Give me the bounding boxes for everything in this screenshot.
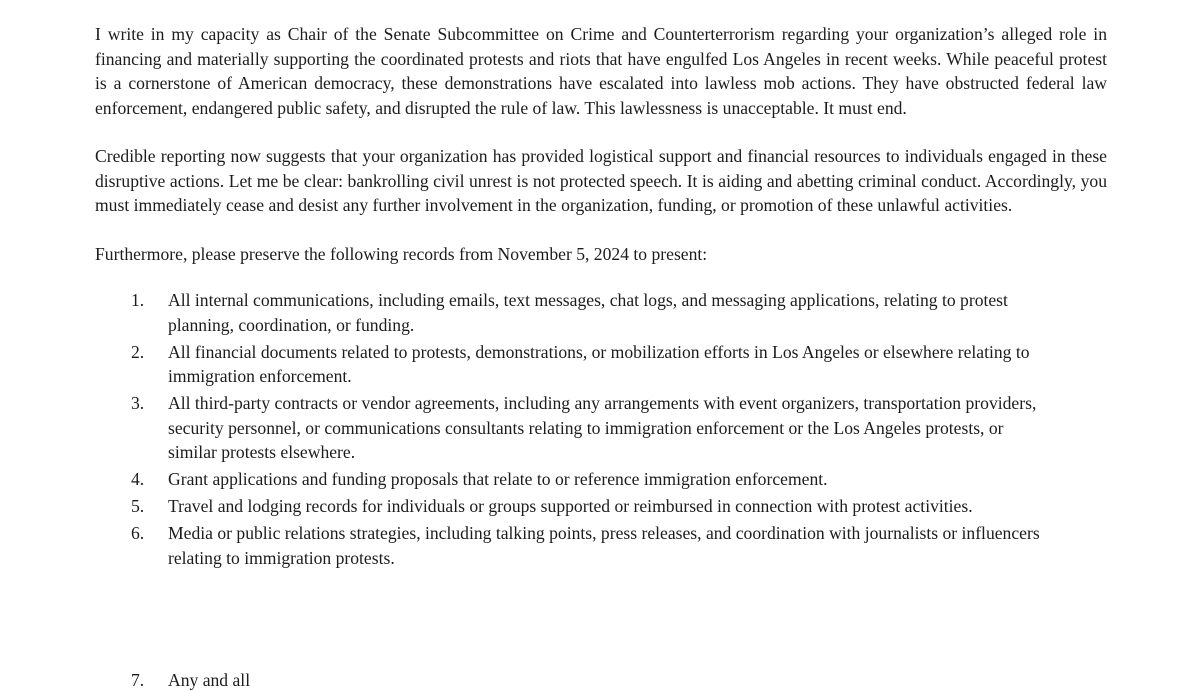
paragraph-capacity: I write in my capacity as Chair of the Senate Subcommittee on Crime and Counterterrorism regarding your organization’s alleged role in financing and materially supporting the coordinated protests and riots that have engulfed Los Angeles in recent weeks. While peaceful protest is a cornerstone of American democracy, these demonstrations have escalated into lawless mob actions. They have obstructed federal law enforcement, endangered public safety, and disrupted the rule of law. This lawlessness is unacceptable. It must end. [95,24,1107,118]
list-item-number: 2. [131,341,145,362]
list-item [95,521,1055,570]
list-item-number: 6. [131,523,145,543]
list-item-number: 1. [131,290,145,310]
list-item-number: 3. [131,393,145,413]
list-item-text: Media or public relations strategies, including talking points, press releases, and coordination with journalists or influencers relating to immigration protests. [168,523,1040,568]
list-item-text: Grant applications and funding proposals that relate to or reference immigration enforcement. [168,469,828,489]
records-list [95,288,1055,570]
list-item [95,340,1055,389]
list-item-text: All internal communications, including emails, text messages, chat logs, and messaging applications, relating to protest planning, coordination, or funding. [168,290,1008,335]
paragraph-credible-reporting: Credible reporting now suggests that your organization has provided logistical support and financial resources to individuals engaged in these disruptive actions. Let me be clear: bankrolling civil unrest is not protected speech. It is aiding and abetting criminal conduct. Accordingly, you must immediately cease and desist any further involvement in the organization, funding, or promotion of these unlawful activities. [95,146,1107,215]
list-item-text: Any and all [168,670,251,690]
list-item-number: 7. [131,670,145,690]
list-item [95,668,275,693]
records-intro: Furthermore, please preserve the following records from November 5, 2024 to present: [95,243,708,264]
list-item-text: Travel and lodging records for individuals or groups supported or reimbursed in connection with protest activities. [168,496,973,516]
list-item-text: All third-party contracts or vendor agreements, including any arrangements with event organizers, transportation providers, security personnel, or communications consultants relating to immigration enforcement or the Los Angeles protests, or similar protests elsewhere. [168,393,1037,462]
letter-body [95,22,1107,573]
list-item [95,467,1055,492]
list-item-text: All financial documents related to protests, demonstrations, or mobilization efforts in Los Angeles or elsewhere relating to immigration enforcement. [168,341,1030,386]
list-item [95,391,1055,465]
list-item-number: 4. [131,469,145,489]
list-item-number: 5. [131,496,145,516]
list-item [95,288,1055,337]
list-item [95,494,1055,519]
cut-off-list-item [95,668,275,690]
